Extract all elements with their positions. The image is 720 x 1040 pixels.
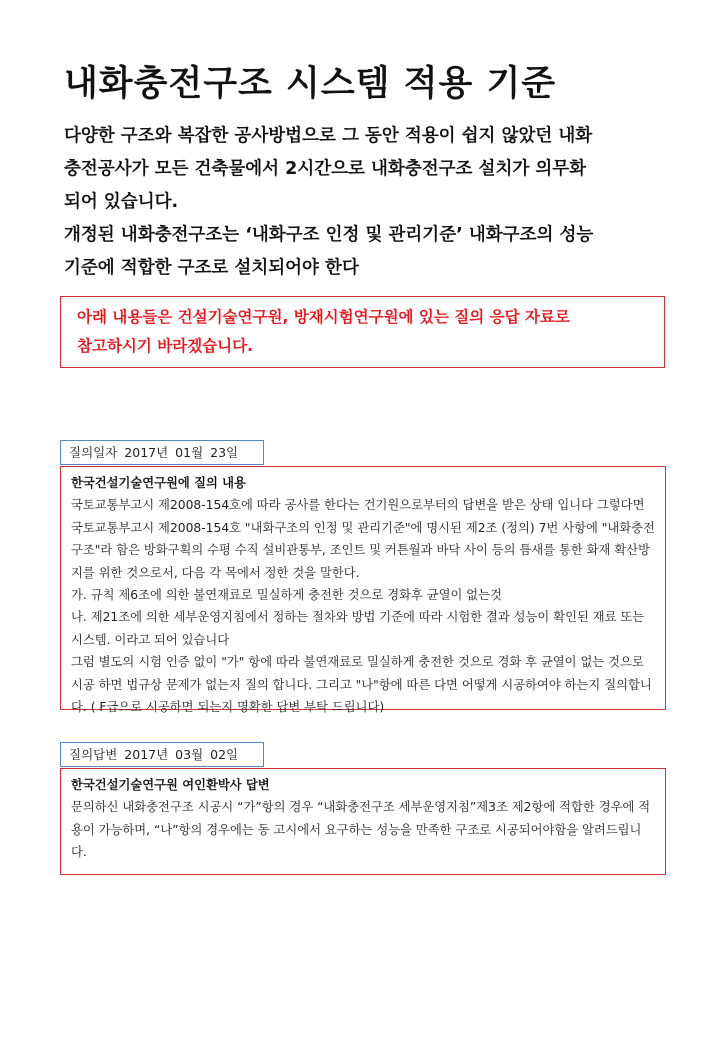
intro-line: 다양한 구조와 복잡한 공사방법으로 그 동안 적용이 쉽지 않았던 내화 (64, 126, 593, 146)
intro-line: 기준에 적합한 구조로 설치되어야 한다 (64, 258, 359, 278)
inquiry-date-year: 2017년 (124, 445, 169, 460)
answer-body-paragraph: 문의하신 내화충전구조 시공시 “가”항의 경우 “내화충전구조 세부운영지침”제3조 제2항에 적합한 경우에 적용이 가능하며, “나”항의 경우에는 동 고시에서 요구하는 성능을 만족한 구조로 시공되어야함을 알려드립니다. (71, 800, 651, 860)
notice-line: 참고하시기 바라겠습니다. (77, 337, 253, 355)
notice-line: 아래 내용들은 건설기술연구원, 방재시험연구원에 있는 질의 응답 자료로 (77, 308, 570, 326)
answer-box (60, 768, 666, 875)
intro-paragraph (64, 120, 664, 285)
inquiry-body-paragraph: 국토교통부고시 제2008-154호에 따라 공사를 한다는 건기원으로부터의 답변을 받은 상태 입니다 그렇다면 국토교통부고시 제2008-154호 "내화구조의 인정 및 관리기준"에 명시된 제2조 (정의) 7번 사항에 "내화충전구조"라 함은 방화구획의 수평 수직 설비관통부, 조인트 및 커튼월과 바닥 사이 등의 틈새를 통한 화재 확산방지를 위한 것으로서, 다음 각 목에서 정한 것을 말한다. (71, 498, 655, 580)
answer-date-month: 03월 (175, 747, 204, 762)
answer-date-caption: 질의답변 (69, 747, 118, 762)
intro-line: 되어 있습니다. (64, 192, 179, 212)
intro-line: 충전공사가 모든 건축물에서 2시간으로 내화충전구조 설치가 의무화 (64, 159, 587, 179)
inquiry-body-paragraph: 나. 제21조에 의한 세부운영지침에서 정하는 절차와 방법 기준에 따라 시험한 결과 성능이 확인된 재료 또는 시스템. 이라고 되어 있습니다 (71, 610, 645, 647)
inquiry-date-caption: 질의일자 (69, 445, 118, 460)
notice-box (60, 296, 665, 368)
inquiry-body-paragraph: 가. 규칙 제6조에 의한 불연재료로 밀실하게 충전한 것으로 경화후 균열이 없는것 (71, 588, 502, 603)
inquiry-date-label (60, 440, 264, 465)
inquiry-date-day: 23일 (210, 445, 239, 460)
inquiry-heading: 한국건설기술연구원에 질의 내용 (71, 476, 246, 490)
answer-heading: 한국건설기술연구원 여인환박사 답변 (71, 778, 270, 792)
answer-date-day: 02일 (210, 747, 239, 762)
intro-line: 개정된 내화충전구조는 ‘내화구조 인정 및 관리기준’ 내화구조의 성능 (64, 225, 594, 245)
inquiry-date-month: 01월 (175, 445, 204, 460)
page-title: 내화충전구조 시스템 적용 기준 (64, 64, 557, 104)
answer-date-year: 2017년 (124, 747, 169, 762)
answer-date-label (60, 742, 264, 767)
inquiry-box (60, 466, 666, 715)
inquiry-body-paragraph: 그럼 별도의 시험 인증 없이 "가" 항에 따라 불연재료로 밀실하게 충전한 것으로 경화 후 균열이 없는 것으로 시공 하면 법규상 문제가 없는지 질의 합니다. 그리고 "나"항에 따른 다면 어떻게 시공하여야 하는지 질의합니다. ( F급으로 시공하면 되는지 명확한 답변 부탁 드립니다) (71, 655, 652, 715)
